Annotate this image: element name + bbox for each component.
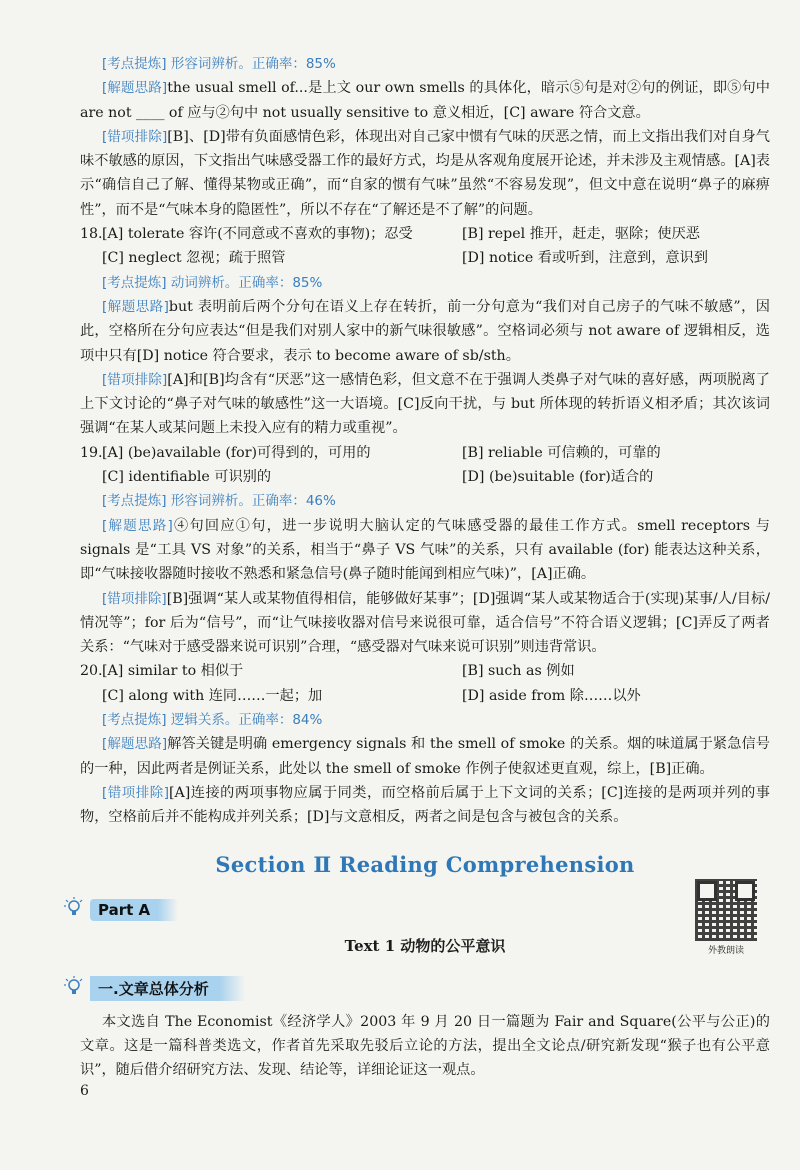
q20-number: 20. bbox=[80, 663, 103, 680]
q18-exclusion-text: [A]和[B]均含有“厌恶”这一感情色彩，但文意不在于强调人类鼻子对气味的喜好感，两项脱离了上下文讨论的“鼻子对气味的敏感性”这一大语境。[C]反向干扰，与 but 所体现的转折语义相矛盾；其次该词强调“在某人或某问题上未投入应有的精力或重视”。 bbox=[80, 371, 770, 437]
q17-exclusion bbox=[80, 125, 770, 222]
q20-exclusion bbox=[80, 781, 770, 830]
q18-point: [考点提炼] 动词辨析。正确率：85% bbox=[102, 274, 323, 291]
analysis-header bbox=[80, 970, 770, 1006]
q17-analysis bbox=[80, 76, 770, 125]
q20-option-a: [A] similar to 相似于 bbox=[102, 663, 244, 680]
q18-analysis-text: but 表明前后两个分句在语义上存在转折，前一分句意为“我们对自己房子的气味不敏感”，因此，空格所在分句应表达“但是我们对别人家中的新气味很敏感”。空格词必须与 not aware of 逻辑相反，选项中只有[D] notice 符合要求，表示 to become aware of sb/sth。 bbox=[80, 298, 770, 364]
q19-exclusion bbox=[80, 587, 770, 660]
q19-analysis-text: ④句回应①句，进一步说明大脑认定的气味感受器的最佳工作方式。smell receptors 与 signals 是“工具 VS 对象”的关系，相当于“鼻子 VS 气味”的关系，只有 available (for) 能表达这种关系，即“气味接收器随时接收不熟悉和紧急信号(鼻子随时能闻到相应气味)”，[A]正确。 bbox=[80, 517, 770, 583]
q19-option-c: [C] identifiable 可识别的 bbox=[102, 469, 272, 486]
qr-code-block bbox=[692, 879, 760, 956]
qr-label: 外教朗读 bbox=[707, 945, 744, 956]
q19-option-a: [A] (be)available (for)可得到的，可用的 bbox=[102, 444, 371, 461]
q17-exclusion-tag: [错项排除] bbox=[102, 128, 168, 145]
q20-options-row-2 bbox=[80, 684, 770, 708]
qr-code-icon[interactable] bbox=[695, 879, 757, 941]
q20-exclusion-text: [A]连接的两项事物应属于同类，而空格前后属于上下文词的关系；[C]连接的是两项并列的事物，空格前后并不能构成并列关系；[D]与文意相反，两者之间是包含与被包含的关系。 bbox=[80, 784, 770, 826]
q18-analysis-tag: [解题思路] bbox=[102, 298, 169, 315]
text-title: Text 1 动物的公平意识 bbox=[344, 936, 506, 955]
lightbulb-icon bbox=[64, 976, 84, 998]
page-content bbox=[80, 52, 770, 1082]
q19-exclusion-text: [B]强调“某人或某物值得相信，能够做好某事”；[D]强调“某人或某物适合于(实现)某事/人/目标/情况等”；for 后为“信号”，而“让气味接收器对信号来说很可靠，适合信号”不符合语义逻辑；[C]弄反了两者关系：“气味对于感受器来说可识别”合理，“感受器对气味来说可识别”则违背常识。 bbox=[80, 590, 770, 656]
q18-analysis bbox=[80, 295, 770, 368]
q18-option-b: [B] repel 推开，赶走，驱除；使厌恶 bbox=[462, 226, 700, 243]
q19-analysis-tag: [解题思路] bbox=[102, 517, 173, 534]
q17-analysis-tag: [解题思路] bbox=[102, 80, 168, 97]
q17-point: [考点提炼] 形容词辨析。正确率：85% bbox=[102, 56, 336, 72]
article-intro: 本文选自 The Economist《经济学人》2003 年 9 月 20 日一篇题为 Fair and Square(公平与公正)的文章。这是一篇科普类选文，作者首先采取先驳后立论的方法，提出全文论点/研究新发现“猴子也有公平意识”，随后借介绍研究方法、发现、结论等，详细论证这一观点。 bbox=[80, 1013, 770, 1079]
q19-options-row-1 bbox=[80, 441, 770, 465]
q20-analysis-tag: [解题思路] bbox=[102, 736, 168, 753]
q19-analysis bbox=[80, 514, 770, 587]
q20-exclusion-tag: [错项排除] bbox=[102, 784, 169, 801]
q19-exclusion-tag: [错项排除] bbox=[102, 590, 167, 607]
q18-option-d: [D] notice 看或听到，注意到，意识到 bbox=[462, 250, 708, 267]
q18-exclusion-tag: [错项排除] bbox=[102, 371, 168, 388]
q19-options-row-2 bbox=[80, 465, 770, 489]
q17-exclusion-text: [B]、[D]带有负面感情色彩，体现出对自己家中惯有气味的厌恶之情，而上文指出我们对自身气味不敏感的原因，下文指出气味感受器工作的最好方式，均是从客观角度展开论述，并未涉及主观情感。[A]表示“确信自己了解、懂得某物或正确”，而“自家的惯有气味”虽然“不容易发现”，但文中意在说明“鼻子的麻痹性”，而不是“气味本身的隐匿性”，所以不存在“了解还是不了解”的问题。 bbox=[80, 128, 770, 218]
q20-analysis-text: 解答关键是明确 emergency signals 和 the smell of smoke 的关系。烟的味道属于紧急信号的一种，因此两者是例证关系，此处以 the smell of smoke 作例子使叙述更直观，综上，[B]正确。 bbox=[80, 736, 770, 777]
q20-option-d: [D] aside from 除……以外 bbox=[462, 687, 641, 704]
page-number: 6 bbox=[80, 1083, 89, 1099]
q19-option-b: [B] reliable 可信赖的，可靠的 bbox=[462, 444, 661, 461]
q19-point: [考点提炼] 形容词辨析。正确率：46% bbox=[102, 493, 336, 510]
part-a-label: Part A bbox=[90, 899, 158, 921]
q20-options-row-1 bbox=[80, 659, 770, 683]
q17-analysis-text: the usual smell of...是上文 our own smells 的具体化，暗示⑤句是对②句的例证，即⑤句中 are not ____ of 应与②句中 not usually sensitive to 意义相近，[C] aware 符合文意。 bbox=[80, 80, 770, 121]
q20-point: [考点提炼] 逻辑关系。正确率：84% bbox=[102, 712, 323, 729]
q18-options-row-2 bbox=[80, 246, 770, 270]
q20-option-c: [C] along with 连同……一起；加 bbox=[102, 687, 323, 704]
q18-exclusion bbox=[80, 368, 770, 441]
q18-option-c: [C] neglect 忽视；疏于照管 bbox=[102, 250, 286, 267]
q18-number: 18. bbox=[80, 226, 103, 243]
q20-analysis bbox=[80, 732, 770, 781]
section-title: Section Ⅱ Reading Comprehension bbox=[215, 851, 635, 877]
q20-option-b: [B] such as 例如 bbox=[462, 663, 575, 680]
q18-option-a: [A] tolerate 容许(不同意或不喜欢的事物)；忍受 bbox=[102, 226, 413, 243]
q19-number: 19. bbox=[80, 444, 103, 461]
q18-options-row-1 bbox=[80, 222, 770, 246]
lightbulb-icon bbox=[64, 897, 84, 919]
analysis-heading: 一.文章总体分析 bbox=[90, 976, 219, 1001]
q19-option-d: [D] (be)suitable (for)适合的 bbox=[462, 469, 654, 486]
